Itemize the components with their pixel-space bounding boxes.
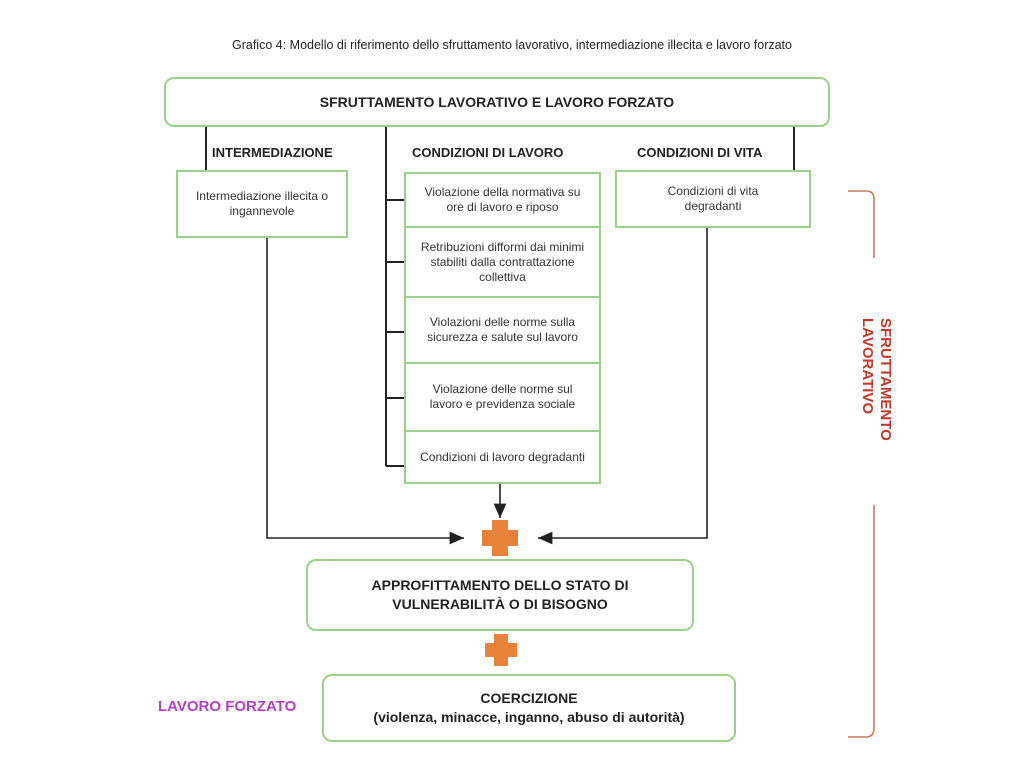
list-item-text: Condizioni di lavoro degradanti xyxy=(420,449,585,464)
side-label-sfruttamento: SFRUTTAMENTO LAVORATIVO xyxy=(859,318,894,441)
box-condizioni-vita-text: Condizioni di vita degradanti xyxy=(667,184,759,213)
list-item xyxy=(404,362,601,432)
list-item-text: Retribuzioni difformi dai minimi stabiliti dalla contrattazione collettiva xyxy=(420,239,585,284)
coercizione-box xyxy=(322,674,736,742)
list-item xyxy=(404,172,601,228)
bracket-bottom xyxy=(848,505,874,737)
box-intermediazione-text: Intermediazione illecita o ingannevole xyxy=(195,189,329,218)
list-item-text: Violazione della normativa su ore di lavoro e riposo xyxy=(424,185,581,214)
header-intermediazione: INTERMEDIAZIONE xyxy=(212,145,333,160)
coercizione-title: COERCIZIONE xyxy=(480,690,578,706)
approfittamento-text: APPROFITTAMENTO DELLO STATO DI VULNERABILITÀ O DI BISOGNO xyxy=(371,577,629,612)
plus-icon-1 xyxy=(482,520,518,556)
caption: Grafico 4: Modello di riferimento dello sfruttamento lavorativo, intermediazione illecita e lavoro forzato xyxy=(232,38,792,52)
coercizione-subtitle: (violenza, minacce, inganno, abuso di autorità) xyxy=(373,709,685,725)
bracket-top xyxy=(848,191,874,258)
header-condizioni-vita: CONDIZIONI DI VITA xyxy=(637,145,763,160)
header-condizioni-lavoro: CONDIZIONI DI LAVORO xyxy=(412,145,564,160)
approfittamento-box xyxy=(306,559,694,631)
list-item xyxy=(404,430,601,484)
box-condizioni-vita xyxy=(615,170,811,228)
list-item xyxy=(404,226,601,298)
box-intermediazione xyxy=(176,170,348,238)
top-title-box xyxy=(164,77,830,127)
label-lavoro-forzato: LAVORO FORZATO xyxy=(158,698,297,715)
plus-icon-2 xyxy=(485,634,517,666)
top-title: SFRUTTAMENTO LAVORATIVO E LAVORO FORZATO xyxy=(319,94,675,110)
list-item xyxy=(404,296,601,364)
list-item-text: Violazione delle norme sul lavoro e previdenza sociale xyxy=(429,382,576,411)
list-item-text: Violazioni delle norme sulla sicurezza e salute sul lavoro xyxy=(427,315,578,344)
